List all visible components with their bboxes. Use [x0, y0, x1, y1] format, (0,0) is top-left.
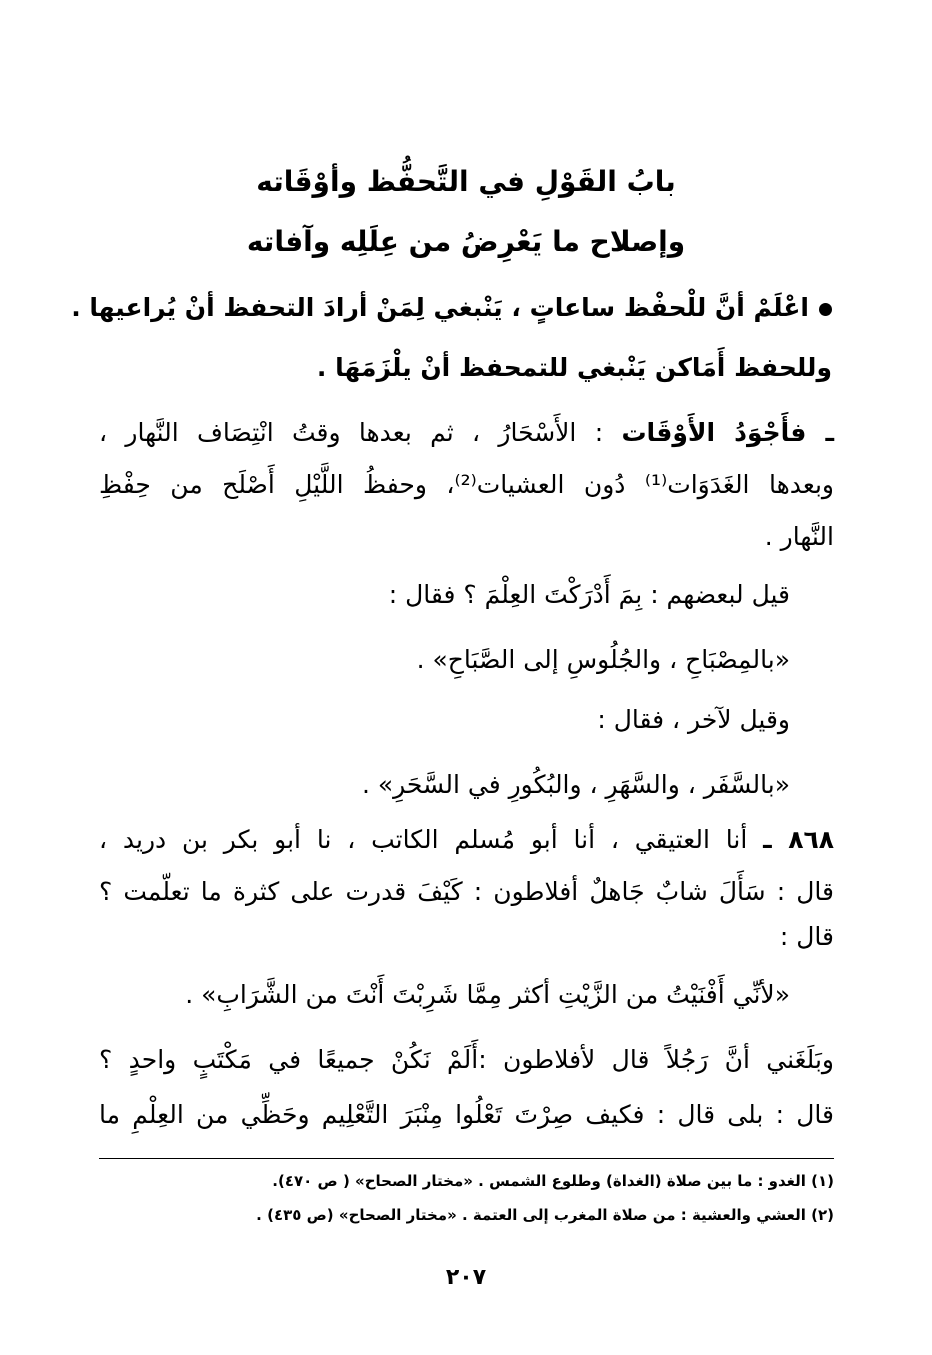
- paragraph-intro-text: اعْلَمْ أنَّ للْحفْظ ساعاتٍ ، يَنْبغي لِمَنْ أرادَ التحفظ أنْ يُراعيها .: [71, 293, 809, 322]
- footnote-1: (١) الغدو : ما بين صلاة (الغداة) وطلوع الشمس . «مختار الصحاح» ( ص ٤٧٠).: [272, 1172, 834, 1190]
- report-line-2: قال : بلى قال : فكيف صِرْتَ تَعْلُوا مِنْبَرَ التَّعْلِيم وحَظِّي من العِلْمِ ما: [99, 1100, 834, 1129]
- page-number: ٢٠٧: [445, 1265, 487, 1290]
- paragraph-intro: [71, 293, 832, 322]
- footnote-2: (٢) العشي والعشية : من صلاة المغرب إلى العتمة . «مختار الصحاح» (ص ٤٣٥) .: [256, 1206, 834, 1224]
- quote-1: «بالمِصْبَاحِ ، والجُلُوسِ إلى الصَّبَاحِ» .: [416, 645, 790, 674]
- narration-868: [99, 825, 834, 854]
- best-times-lead: ـ فأَجْوَدُ الأَوْقَات: [621, 418, 834, 447]
- report-line-1: وبَلَغَني أنَّ رَجُلاً قال لأفلاطون :أَلَمْ نَكُنْ جميعًا في مَكْتَبٍ واحدٍ ؟: [99, 1045, 834, 1074]
- chapter-title-line-2: وإصلاح ما يَعْرِضُ من عِلَلِه وآفاته: [246, 225, 686, 258]
- narration-number: ٨٦٨ ـ: [763, 825, 834, 854]
- bullet-icon: [819, 303, 832, 316]
- paragraph-best-times-end: النَّهار .: [764, 522, 834, 551]
- narration-question: قال : سَأَلَ شابٌ جَاهلٌ أفلاطون : كَيْفَ قدرت على كثرة ما تعلّمت ؟: [99, 877, 834, 906]
- paragraph-best-times: [99, 418, 834, 447]
- paragraph-places: وللحفظ أَمَاكن يَنْبغي للتمحفظ أنْ يلْزَمَهَا .: [316, 353, 832, 382]
- footnote-divider: [99, 1158, 834, 1159]
- best-times-text: : الأَسْحَارُ ، ثم بعدها وقتُ انْتِصَاف النَّهار ،: [99, 418, 622, 447]
- paragraph-best-times-cont: وبعدها الغَدَوَات⁽¹⁾ دُون العشيات⁽²⁾، وحفظُ اللَّيْلِ أَصْلَح من حِفْظِ: [99, 470, 834, 499]
- quote-3: «لأنِّي أَفْنَيْتُ من الزَّيْتِ أكثر مِمَّا شَرِبْتَ أَنْتَ من الشَّرَابِ» .: [185, 980, 790, 1009]
- quote-2: «بالسَّفَر ، والسَّهَرِ ، والبُكُورِ في السَّحَرِ» .: [361, 770, 790, 799]
- narration-answer-intro: قال :: [779, 922, 834, 951]
- quote-intro-1: قيل لبعضهم : بِمَ أَدْرَكْتَ العِلْمَ ؟ فقال :: [388, 580, 790, 609]
- quote-intro-2: وقيل لآخر ، فقال :: [597, 705, 790, 734]
- narration-chain: أنا العتيقي ، أنا أبو مُسلم الكاتب ، نا أبو بكر بن دريد ،: [99, 825, 764, 854]
- chapter-title-line-1: بابُ القَوْلِ في التَّحفُّظ وأوْقَاته: [256, 165, 676, 198]
